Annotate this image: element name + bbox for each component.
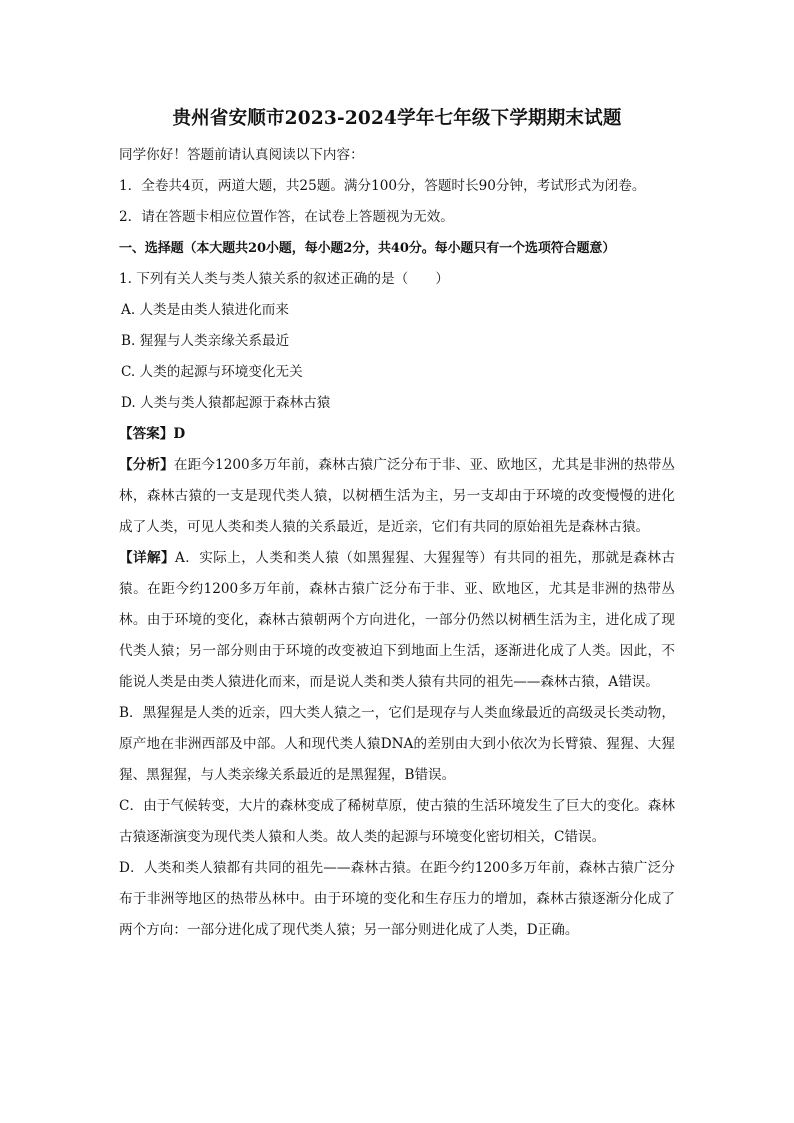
instruction-1: 1．全卷共4页，两道大题，共25题。满分100分，答题时长90分钟，考试形式为闭卷。 (119, 178, 646, 194)
exam-content (119, 140, 675, 946)
detail-label: 【详解】 (119, 550, 176, 566)
section-heading: 一、选择题（本大题共20小题，每小题2分，共40分。每小题只有一个选项符合题意） (119, 241, 616, 256)
exam-title: 贵州省安顺市2023-2024学年七年级下学期期末试题 (172, 108, 622, 129)
analysis-label: 【分析】 (119, 457, 174, 473)
answer-label: 【答案】D (119, 426, 186, 442)
greeting-text: 同学你好！答题前请认真阅读以下内容： (119, 147, 364, 163)
instruction-2: 2．请在答题卡相应位置作答，在试卷上答题视为无效。 (119, 209, 454, 225)
detail-paragraph-b: B．黑猩猩是人类的近亲，四大类人猿之一，它们是现存与人类血缘最近的高级灵长类动物，原产地在非洲西部及中部。人和现代类人猿DNA的差别由大到小依次为长臂猿、猩猩、大猩猩、黑猩猩，与人类亲缘关系最近的是黑猩猩，B错误。 (119, 705, 675, 783)
detail-text-a: A．实际上，人类和类人猿（如黑猩猩、大猩猩等）有共同的祖先，那就是森林古猿。在距今约1200多万年前，森林古猿广泛分布于非、亚、欧地区，尤其是非洲的热带丛林。由于环境的变化，森林古猿朝两个方向进化，一部分仍然以树栖生活为主，进化成了现代类人猿；另一部分则由于环境的改变被迫下到地面上生活，逐渐进化成了人类。因此，不能说人类是由类人猿进化而来，而是说人类和类人猿有共同的祖先——森林古猿，A错误。 (119, 550, 675, 690)
option-b: B. 猩猩与人类亲缘关系最近 (121, 333, 290, 349)
analysis-text: 在距今1200多万年前，森林古猿广泛分布于非、亚、欧地区，尤其是非洲的热带丛林，森林古猿的一支是现代类人猿，以树栖生活为主，另一支却由于环境的改变慢慢的进化成了人类，可见人类和类人猿的关系最近，是近亲，它们有共同的原始祖先是森林古猿。 (119, 457, 676, 535)
detail-paragraph-d: D．人类和类人猿都有共同的祖先——森林古猿。在距今约1200多万年前，森林古猿广泛分布于非洲等地区的热带丛林中。由于环境的变化和生存压力的增加，森林古猿逐渐分化成了两个方向：一部分进化成了现代类人猿；另一部分则进化成了人类，D正确。 (119, 860, 675, 938)
option-c: C. 人类的起源与环境变化无关 (121, 364, 303, 380)
question-stem: 1. 下列有关人类与类人猿关系的叙述正确的是（ ） (119, 271, 449, 287)
option-d: D. 人类与类人猿都起源于森林古猿 (121, 395, 331, 411)
detail-paragraph-a (119, 543, 675, 698)
detail-paragraph-c: C．由于气候转变，大片的森林变成了稀树草原，使古猿的生活环境发生了巨大的变化。森林古猿逐渐演变为现代类人猿和人类。故人类的起源与环境变化密切相关，C错误。 (119, 798, 675, 845)
option-a: A. 人类是由类人猿进化而来 (121, 302, 289, 318)
analysis-paragraph (119, 450, 675, 543)
